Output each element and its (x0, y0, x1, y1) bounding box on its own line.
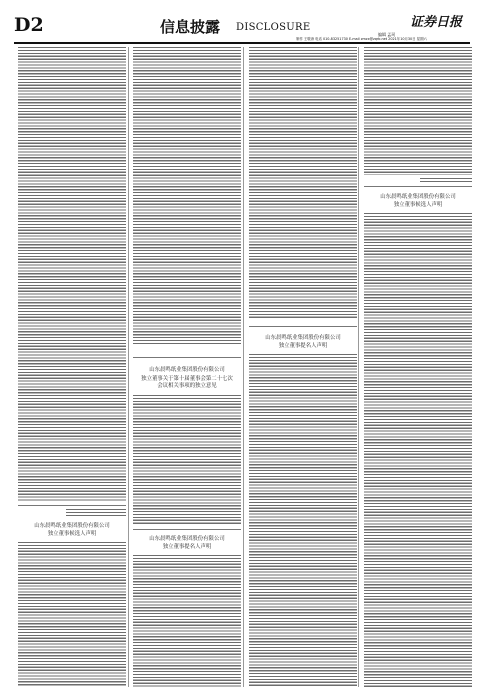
column-divider (243, 47, 244, 687)
column-divider (128, 47, 129, 687)
editor-line: 编辑 孟珂 (378, 32, 396, 37)
body-text-block (249, 47, 357, 319)
column-4 (364, 47, 472, 687)
byline (66, 509, 126, 517)
byline (420, 178, 472, 184)
company-name: 山东晨鸣纸业集团股份有限公司 (149, 367, 225, 373)
body-text-block (18, 47, 126, 502)
page-number: D2 (14, 14, 44, 36)
body-text-block (364, 47, 472, 175)
section-rule (133, 357, 241, 358)
company-name: 山东晨鸣纸业集团股份有限公司 (265, 335, 341, 341)
company-name: 山东晨鸣纸业集团股份有限公司 (380, 194, 456, 200)
announcement-title: 独立董事提名人声明 (278, 343, 328, 349)
company-name: 山东晨鸣纸业集团股份有限公司 (149, 536, 225, 542)
announcement-title: 独立董事关于第十届董事会第二十七次会议相关事项的独立意见 (141, 376, 233, 389)
column-3 (249, 47, 357, 687)
body-text-block (133, 47, 241, 345)
section-title: 信息披露 (160, 18, 221, 36)
section-rule (249, 326, 357, 327)
contact-line: 制作 王敬涛 电话 010-83251730 E-mail zmzx@zqrb.net 2021年10月30日 星期六 (296, 37, 427, 41)
announcement-title: 独立董事候选人声明 (47, 531, 97, 537)
page-header (0, 0, 484, 44)
body-text-block (249, 354, 357, 687)
section-title-en: DISCLOSURE (236, 22, 311, 33)
newspaper-masthead: 证券日报 (410, 15, 463, 30)
header-rule (14, 42, 470, 44)
section-rule (18, 505, 126, 506)
column-divider (358, 47, 359, 687)
section-rule (364, 186, 472, 187)
company-name: 山东晨鸣纸业集团股份有限公司 (34, 523, 110, 529)
body-text-block (133, 395, 241, 525)
body-text-block (18, 542, 126, 687)
section-rule (133, 529, 241, 530)
body-text-block (364, 213, 472, 687)
column-1 (18, 47, 126, 687)
announcement-title: 独立董事候选人声明 (393, 202, 443, 208)
column-2 (133, 47, 241, 687)
date-line: 2021年10月30日 星期六 (388, 37, 427, 41)
body-text-block (133, 555, 241, 687)
announcement-title: 独立董事提名人声明 (162, 544, 212, 550)
